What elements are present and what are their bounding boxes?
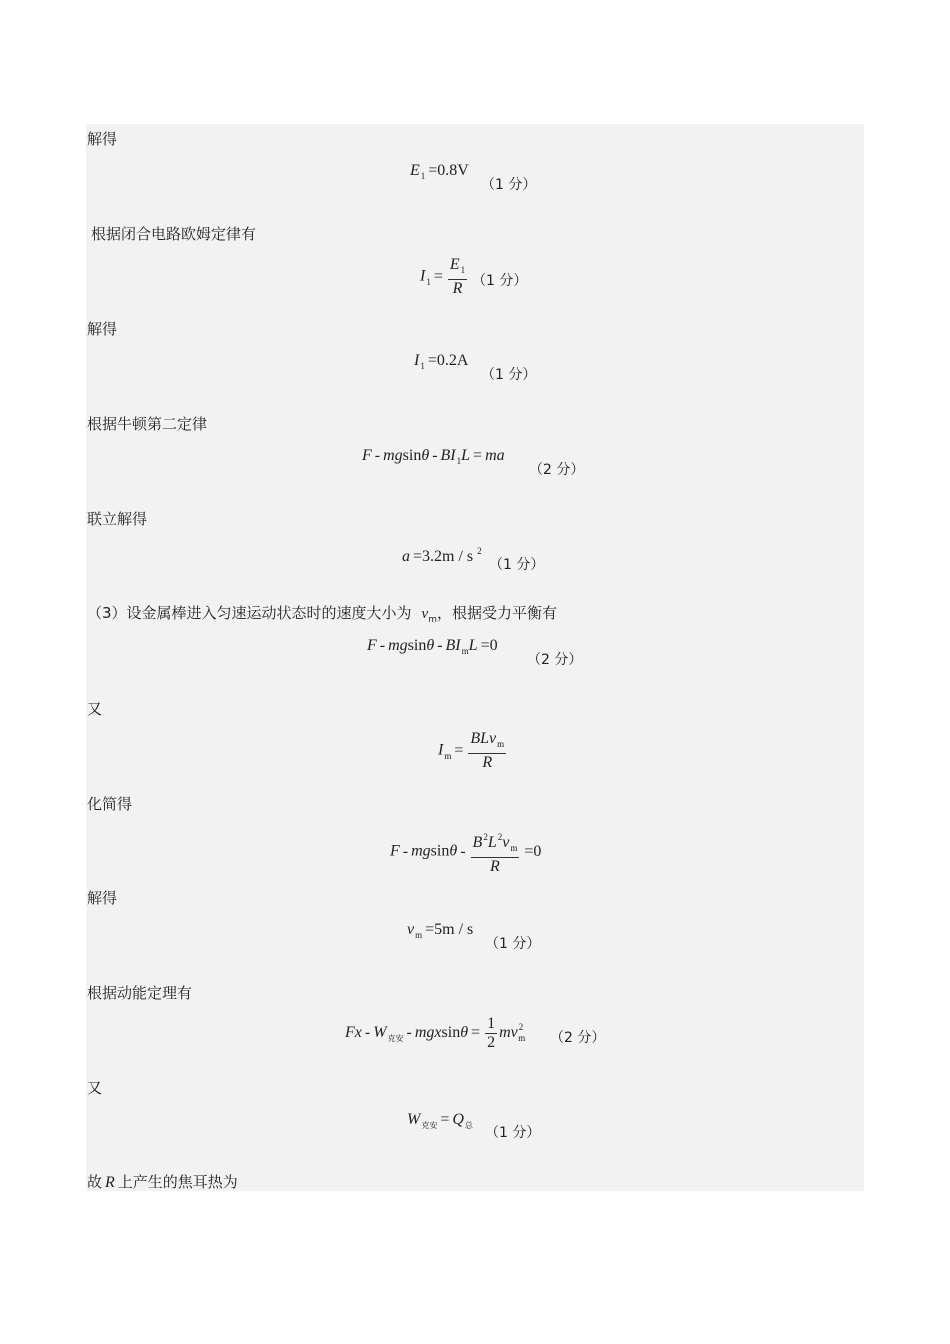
- eq-symbol: I: [420, 267, 426, 285]
- inline-variable: v: [421, 606, 429, 622]
- eq-operator: -: [432, 447, 438, 464]
- eq-symbol: mgx: [414, 1024, 442, 1042]
- eq-function: sin: [441, 1024, 461, 1042]
- equation-e7: [438, 730, 508, 772]
- eq-operator: -: [379, 637, 386, 654]
- eq-superscript: 2: [497, 832, 503, 842]
- equation-e10: [345, 1015, 525, 1052]
- eq-fraction: [471, 828, 520, 876]
- eq-symbol: F: [367, 637, 377, 654]
- text-line: 解得: [87, 130, 118, 148]
- eq-operator: -: [364, 1024, 371, 1042]
- score-label: （1 分）: [485, 936, 541, 952]
- equation-e2: [420, 256, 469, 298]
- score-label: （2 分）: [527, 652, 583, 668]
- eq-symbol: θ: [426, 637, 435, 654]
- eq-symbol: F: [362, 447, 372, 464]
- eq-function: sin: [430, 842, 450, 860]
- eq-value: =0.2A: [427, 352, 469, 369]
- eq-denominator: R: [482, 754, 493, 771]
- eq-subscript: 1: [420, 171, 426, 181]
- eq-symbol: v: [502, 834, 510, 851]
- text-fragment: （3）设金属棒进入匀速运动状态时的速度大小为: [87, 604, 412, 622]
- equation-e11: [407, 1110, 473, 1136]
- eq-symbol: mg: [388, 637, 408, 654]
- text-fragment: 上产生的焦耳热为: [117, 1173, 238, 1191]
- eq-symbol: B: [472, 834, 483, 851]
- text-line: 根据牛顿第二定律: [87, 415, 208, 433]
- score-label: （1 分）: [485, 1125, 541, 1141]
- text-line: 根据动能定理有: [87, 984, 193, 1002]
- eq-subscript: 克安: [387, 1034, 404, 1044]
- eq-subscript: 1: [426, 276, 431, 287]
- equation-e3: [414, 351, 471, 376]
- eq-symbol: v: [407, 921, 415, 938]
- inline-variable: R: [105, 1174, 115, 1191]
- text-line: 解得: [87, 889, 118, 907]
- eq-symbol: L: [487, 834, 497, 851]
- eq-operator: -: [406, 1024, 412, 1042]
- eq-value: =3.2m / s: [413, 548, 474, 565]
- eq-symbol: L: [468, 637, 478, 654]
- text-line: 又: [87, 1079, 103, 1097]
- eq-value: =0: [524, 842, 542, 860]
- score-label: （1 分）: [472, 273, 528, 289]
- eq-symbol: W: [407, 1111, 421, 1128]
- eq-fraction: [468, 730, 506, 772]
- equation-e4: [362, 446, 505, 471]
- eq-subscript: 总: [464, 1121, 473, 1130]
- eq-symbol: BI: [440, 447, 456, 464]
- eq-subscript: m: [518, 1033, 526, 1044]
- text-line: 根据闭合电路欧姆定律有: [91, 225, 257, 243]
- equation-e1: [410, 161, 472, 186]
- eq-symbol: I: [414, 352, 420, 369]
- eq-operator: =: [454, 741, 464, 759]
- eq-numerator: BLv: [470, 730, 497, 747]
- eq-operator: =: [433, 267, 443, 285]
- eq-symbol: mg: [383, 447, 403, 464]
- eq-symbol: a: [402, 548, 410, 565]
- eq-fraction: [485, 1015, 497, 1052]
- eq-operator: -: [374, 447, 381, 464]
- text-line: 化简得: [87, 795, 133, 813]
- score-label: （1 分）: [481, 177, 537, 193]
- eq-symbol: Q: [452, 1111, 464, 1128]
- eq-symbol: ma: [485, 447, 505, 464]
- eq-superscript: 2: [483, 832, 488, 842]
- eq-value: =0: [480, 637, 498, 654]
- eq-operator: -: [437, 637, 443, 654]
- text-fragment: ，根据受力平衡有: [437, 604, 558, 622]
- text-fragment: 故: [87, 1173, 103, 1191]
- eq-symbol: Fx: [345, 1024, 362, 1042]
- eq-symbol: θ: [421, 447, 430, 464]
- eq-subscript: 1: [460, 265, 466, 275]
- score-label: （1 分）: [489, 557, 545, 573]
- eq-subscript: m: [461, 646, 469, 656]
- eq-subscript: m: [415, 930, 423, 940]
- score-label: （1 分）: [481, 367, 537, 383]
- text-line: 解得: [87, 320, 118, 338]
- equation-e6: [367, 636, 501, 661]
- eq-numerator: E: [449, 256, 460, 273]
- eq-superscript: 2: [518, 1022, 524, 1033]
- eq-operator: =: [471, 1024, 481, 1042]
- eq-symbol: mv: [499, 1024, 518, 1042]
- eq-subscript: m: [497, 739, 505, 749]
- equation-e8: [390, 828, 544, 876]
- text-line: 又: [87, 700, 103, 718]
- eq-symbol: I: [438, 741, 444, 759]
- eq-symbol: θ: [460, 1024, 469, 1042]
- eq-operator: -: [460, 842, 466, 860]
- inline-subscript: m: [428, 615, 437, 625]
- eq-value: =0.8V: [428, 162, 469, 179]
- eq-symbol: mg: [411, 842, 431, 860]
- eq-subscript: 1: [456, 456, 462, 466]
- eq-value: =5m / s: [425, 921, 474, 938]
- eq-symbol: W: [373, 1024, 387, 1042]
- eq-operator: =: [473, 447, 483, 464]
- eq-denominator: R: [452, 280, 463, 297]
- eq-function: sin: [402, 447, 422, 464]
- eq-subscript: 1: [420, 361, 425, 371]
- equation-e9: [407, 920, 476, 945]
- equation-e5: [402, 541, 482, 567]
- eq-symbol: E: [410, 162, 420, 179]
- eq-operator: -: [402, 842, 409, 860]
- eq-symbol: F: [390, 842, 400, 860]
- text-line: [87, 603, 557, 630]
- eq-denominator: 2: [487, 1034, 496, 1051]
- eq-symbol: θ: [449, 842, 458, 860]
- eq-symbol: BI: [445, 637, 461, 654]
- eq-subscript: m: [444, 750, 452, 761]
- eq-denominator: R: [490, 858, 500, 875]
- eq-operator: =: [440, 1111, 450, 1128]
- eq-symbol: L: [461, 447, 471, 464]
- eq-fraction: [448, 256, 467, 298]
- eq-subscript: 克安: [421, 1121, 438, 1130]
- eq-superscript: 2: [477, 546, 482, 556]
- score-label: （2 分）: [529, 462, 585, 478]
- text-line: 联立解得: [87, 510, 148, 528]
- eq-function: sin: [407, 637, 427, 654]
- eq-numerator: 1: [487, 1015, 496, 1032]
- eq-subscript: m: [510, 843, 518, 853]
- score-label: （2 分）: [550, 1030, 606, 1046]
- text-line: [87, 1172, 238, 1193]
